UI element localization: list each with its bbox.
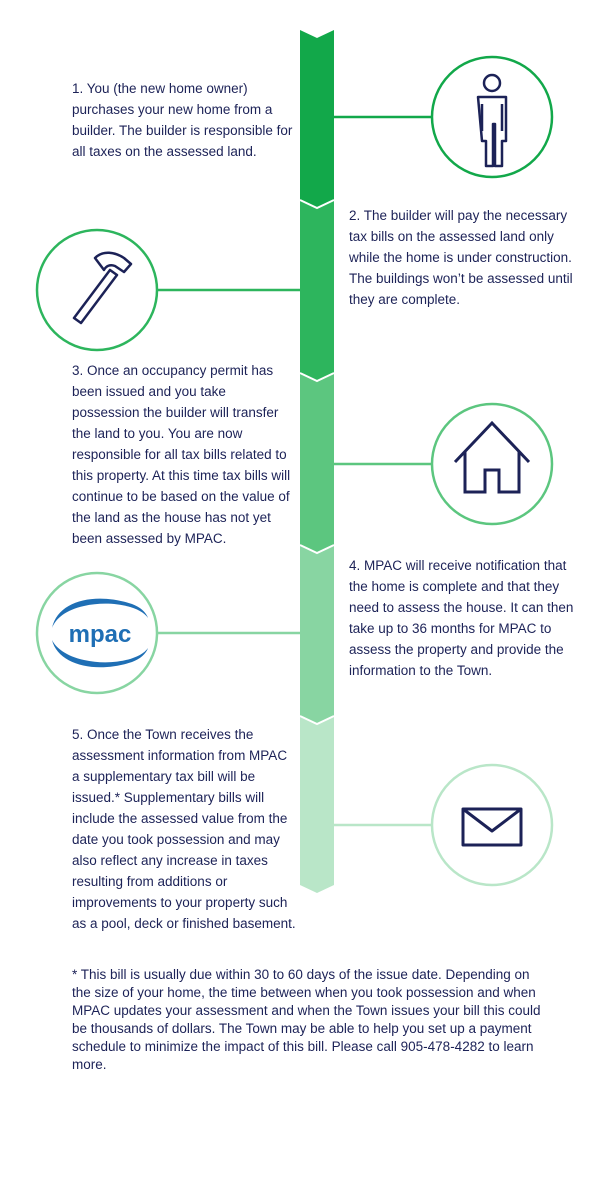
mpac-logo-text: mpac — [68, 621, 132, 648]
step-2-text: 2. The builder will pay the necessary tax bills on the assessed land only while the home is under construction. The buildings won’t be assessed until they are complete. — [349, 208, 573, 307]
footnote: * This bill is usually due within 30 to 60 days of the issue date. Depending on the size of your home, the time between when you took possession and when MPAC updates your assessment and when the Town issues your bill this could be thousands of dollars. The Town may be able to help you set up a payment schedule to minimize the impact of this bill. Please call 905-478-4282 to learn more. — [72, 967, 541, 1072]
timeline-segment-1 — [300, 30, 334, 208]
timeline-segment-2 — [300, 200, 334, 381]
icon-circle-2 — [37, 230, 157, 350]
timeline-segment-4 — [300, 545, 334, 724]
step-3-text: 3. Once an occupancy permit has been issued and you take possession the builder will transfer the land to you. You are now responsible for all tax bills related to this property. At this time tax bills will continue to be based on the value of the land as the house has not yet been assessed by MPAC. — [72, 363, 291, 546]
timeline-segment-3 — [300, 373, 334, 553]
step-5-text: 5. Once the Town receives the assessment information from MPAC a supplementary tax bill will be issued.* Supplementary bills will include the assessed value from the date you took possession and may also reflect any increase in taxes resulting from additions or improvements to your property such as a pool, deck or finished basement. — [72, 727, 296, 931]
step-1-text: 1. You (the new home owner) purchases your new home from a builder. The builder is responsible for all taxes on the assessed land. — [72, 81, 293, 159]
icon-circle-5 — [432, 765, 552, 885]
step-4-text: 4. MPAC will receive notification that the home is complete and that they need to assess the house. It can then take up to 36 months for MPAC to assess the property and provide the information to the Town. — [349, 558, 574, 678]
timeline-segment-5 — [300, 716, 334, 893]
